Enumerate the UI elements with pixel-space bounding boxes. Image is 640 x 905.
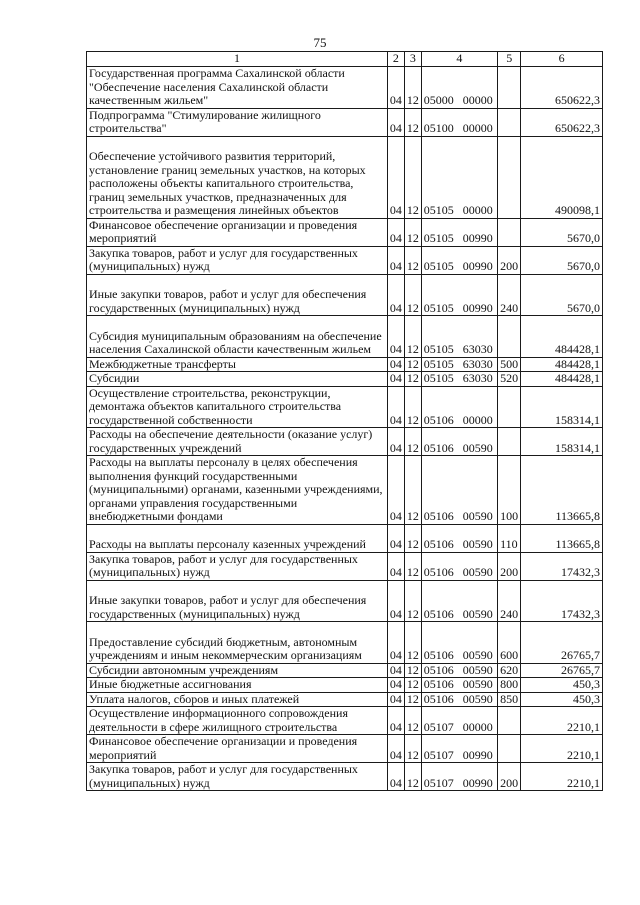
row-subsection: 12	[404, 707, 421, 735]
row-target-article: 05106 00000	[421, 386, 497, 428]
row-amount: 650622,3	[521, 67, 603, 109]
row-subsection: 12	[404, 108, 421, 136]
table-row	[87, 678, 603, 693]
row-amount: 484428,1	[521, 372, 603, 387]
row-expense-type	[498, 707, 521, 735]
row-name: Иные бюджетные ассигнования	[87, 678, 388, 693]
column-header: 5	[498, 52, 521, 67]
row-expense-type	[498, 67, 521, 109]
row-expense-type: 240	[498, 274, 521, 316]
row-target-article: 05105 00990	[421, 218, 497, 246]
row-name: Подпрограмма "Стимулирование жилищного строительства"	[87, 108, 388, 136]
row-expense-type: 520	[498, 372, 521, 387]
row-section: 04	[387, 763, 404, 791]
row-section: 04	[387, 622, 404, 664]
row-expense-type	[498, 316, 521, 358]
row-target-article: 05107 00000	[421, 707, 497, 735]
row-name: Расходы на обеспечение деятельности (оказание услуг) государственных учреждений	[87, 428, 388, 456]
row-section: 04	[387, 663, 404, 678]
row-subsection: 12	[404, 316, 421, 358]
row-subsection: 12	[404, 386, 421, 428]
row-amount: 650622,3	[521, 108, 603, 136]
row-amount: 484428,1	[521, 316, 603, 358]
row-name: Предоставление субсидий бюджетным, автономным учреждениям и иным некоммерческим организациям	[87, 622, 388, 664]
row-name: Иные закупки товаров, работ и услуг для обеспечения государственных (муниципальных) нужд	[87, 274, 388, 316]
row-section: 04	[387, 524, 404, 552]
row-subsection: 12	[404, 274, 421, 316]
row-section: 04	[387, 108, 404, 136]
row-section: 04	[387, 67, 404, 109]
row-target-article: 05107 00990	[421, 735, 497, 763]
row-section: 04	[387, 246, 404, 274]
row-target-article: 05105 00990	[421, 246, 497, 274]
row-target-article: 05106 00590	[421, 456, 497, 525]
row-name: Закупка товаров, работ и услуг для государственных (муниципальных) нужд	[87, 246, 388, 274]
row-amount: 5670,0	[521, 246, 603, 274]
table-row	[87, 67, 603, 109]
row-amount: 26765,7	[521, 663, 603, 678]
row-expense-type: 800	[498, 678, 521, 693]
table-row	[87, 707, 603, 735]
row-expense-type: 240	[498, 580, 521, 622]
row-amount: 450,3	[521, 678, 603, 693]
table-row	[87, 386, 603, 428]
row-expense-type	[498, 428, 521, 456]
row-amount: 113665,8	[521, 456, 603, 525]
row-target-article: 05100 00000	[421, 108, 497, 136]
table-row	[87, 456, 603, 525]
row-section: 04	[387, 274, 404, 316]
row-section: 04	[387, 552, 404, 580]
table-row	[87, 316, 603, 358]
row-amount: 17432,3	[521, 580, 603, 622]
table-row	[87, 763, 603, 791]
row-expense-type: 200	[498, 763, 521, 791]
row-target-article: 05106 00590	[421, 663, 497, 678]
row-name: Финансовое обеспечение организации и проведения мероприятий	[87, 218, 388, 246]
budget-table	[86, 51, 603, 791]
row-expense-type	[498, 735, 521, 763]
column-header: 2	[387, 52, 404, 67]
row-subsection: 12	[404, 663, 421, 678]
row-target-article: 05105 63030	[421, 357, 497, 372]
row-subsection: 12	[404, 456, 421, 525]
row-target-article: 05107 00990	[421, 763, 497, 791]
row-name: Финансовое обеспечение организации и проведения мероприятий	[87, 735, 388, 763]
row-name: Осуществление информационного сопровождения деятельности в сфере жилищного строительства	[87, 707, 388, 735]
row-expense-type: 600	[498, 622, 521, 664]
row-amount: 5670,0	[521, 218, 603, 246]
row-section: 04	[387, 678, 404, 693]
row-section: 04	[387, 428, 404, 456]
row-target-article: 05106 00590	[421, 678, 497, 693]
row-expense-type	[498, 108, 521, 136]
row-name: Расходы на выплаты персоналу в целях обеспечения выполнения функций государственными (муниципальными) органами, казенными учреждениями, органами управления государственными внебюджетными фондами	[87, 456, 388, 525]
row-section: 04	[387, 136, 404, 218]
table-row	[87, 663, 603, 678]
row-amount: 158314,1	[521, 386, 603, 428]
row-expense-type: 200	[498, 246, 521, 274]
row-expense-type: 500	[498, 357, 521, 372]
row-name: Уплата налогов, сборов и иных платежей	[87, 692, 388, 707]
row-amount: 2210,1	[521, 707, 603, 735]
row-name: Иные закупки товаров, работ и услуг для обеспечения государственных (муниципальных) нужд	[87, 580, 388, 622]
row-subsection: 12	[404, 622, 421, 664]
row-name: Закупка товаров, работ и услуг для государственных (муниципальных) нужд	[87, 552, 388, 580]
table-row	[87, 735, 603, 763]
row-section: 04	[387, 456, 404, 525]
column-header: 4	[421, 52, 497, 67]
row-subsection: 12	[404, 428, 421, 456]
row-name: Субсидии автономным учреждениям	[87, 663, 388, 678]
row-expense-type	[498, 136, 521, 218]
row-expense-type: 850	[498, 692, 521, 707]
row-expense-type	[498, 386, 521, 428]
row-amount: 2210,1	[521, 763, 603, 791]
row-subsection: 12	[404, 246, 421, 274]
row-expense-type: 100	[498, 456, 521, 525]
page-number: 75	[313, 35, 327, 50]
row-target-article: 05106 00590	[421, 692, 497, 707]
table-row	[87, 274, 603, 316]
row-subsection: 12	[404, 357, 421, 372]
row-target-article: 05000 00000	[421, 67, 497, 109]
row-name: Межбюджетные трансферты	[87, 357, 388, 372]
table-row	[87, 136, 603, 218]
column-header: 1	[87, 52, 388, 67]
row-subsection: 12	[404, 372, 421, 387]
row-amount: 113665,8	[521, 524, 603, 552]
row-target-article: 05106 00590	[421, 524, 497, 552]
table-header-row	[87, 52, 603, 67]
row-expense-type: 620	[498, 663, 521, 678]
table-row	[87, 552, 603, 580]
row-target-article: 05106 00590	[421, 580, 497, 622]
table-row	[87, 372, 603, 387]
table-row	[87, 622, 603, 664]
row-amount: 26765,7	[521, 622, 603, 664]
row-target-article: 05106 00590	[421, 428, 497, 456]
table-row	[87, 108, 603, 136]
row-subsection: 12	[404, 580, 421, 622]
row-section: 04	[387, 372, 404, 387]
column-header: 6	[521, 52, 603, 67]
table-row	[87, 428, 603, 456]
row-amount: 2210,1	[521, 735, 603, 763]
row-target-article: 05105 00000	[421, 136, 497, 218]
row-amount: 17432,3	[521, 552, 603, 580]
row-subsection: 12	[404, 678, 421, 693]
row-expense-type: 110	[498, 524, 521, 552]
table-row	[87, 246, 603, 274]
row-subsection: 12	[404, 218, 421, 246]
row-subsection: 12	[404, 67, 421, 109]
row-subsection: 12	[404, 524, 421, 552]
row-subsection: 12	[404, 692, 421, 707]
column-header: 3	[404, 52, 421, 67]
row-amount: 484428,1	[521, 357, 603, 372]
row-subsection: 12	[404, 763, 421, 791]
row-name: Субсидия муниципальным образованиям на обеспечение населения Сахалинской области качественным жильем	[87, 316, 388, 358]
row-name: Расходы на выплаты персоналу казенных учреждений	[87, 524, 388, 552]
row-section: 04	[387, 218, 404, 246]
row-amount: 158314,1	[521, 428, 603, 456]
row-name: Обеспечение устойчивого развития территорий, установление границ земельных участков, на которых расположены объекты капитального строительства, границ земельных участков, предназначенных для строительства и размещения линейных объектов	[87, 136, 388, 218]
table-row	[87, 218, 603, 246]
row-section: 04	[387, 580, 404, 622]
table-row	[87, 692, 603, 707]
row-name: Государственная программа Сахалинской области "Обеспечение населения Сахалинской области качественным жильем"	[87, 67, 388, 109]
row-amount: 450,3	[521, 692, 603, 707]
row-target-article: 05105 00990	[421, 274, 497, 316]
table-row	[87, 580, 603, 622]
row-section: 04	[387, 707, 404, 735]
table-row	[87, 524, 603, 552]
row-subsection: 12	[404, 136, 421, 218]
row-expense-type	[498, 218, 521, 246]
row-amount: 490098,1	[521, 136, 603, 218]
row-subsection: 12	[404, 735, 421, 763]
row-target-article: 05105 63030	[421, 372, 497, 387]
row-name: Осуществление строительства, реконструкции, демонтажа объектов капитального строительства государственной собственности	[87, 386, 388, 428]
row-target-article: 05106 00590	[421, 622, 497, 664]
row-amount: 5670,0	[521, 274, 603, 316]
row-subsection: 12	[404, 552, 421, 580]
row-target-article: 05105 63030	[421, 316, 497, 358]
row-section: 04	[387, 386, 404, 428]
row-expense-type: 200	[498, 552, 521, 580]
row-section: 04	[387, 357, 404, 372]
row-section: 04	[387, 316, 404, 358]
table-row	[87, 357, 603, 372]
row-name: Закупка товаров, работ и услуг для государственных (муниципальных) нужд	[87, 763, 388, 791]
row-target-article: 05106 00590	[421, 552, 497, 580]
row-section: 04	[387, 735, 404, 763]
row-section: 04	[387, 692, 404, 707]
row-name: Субсидии	[87, 372, 388, 387]
